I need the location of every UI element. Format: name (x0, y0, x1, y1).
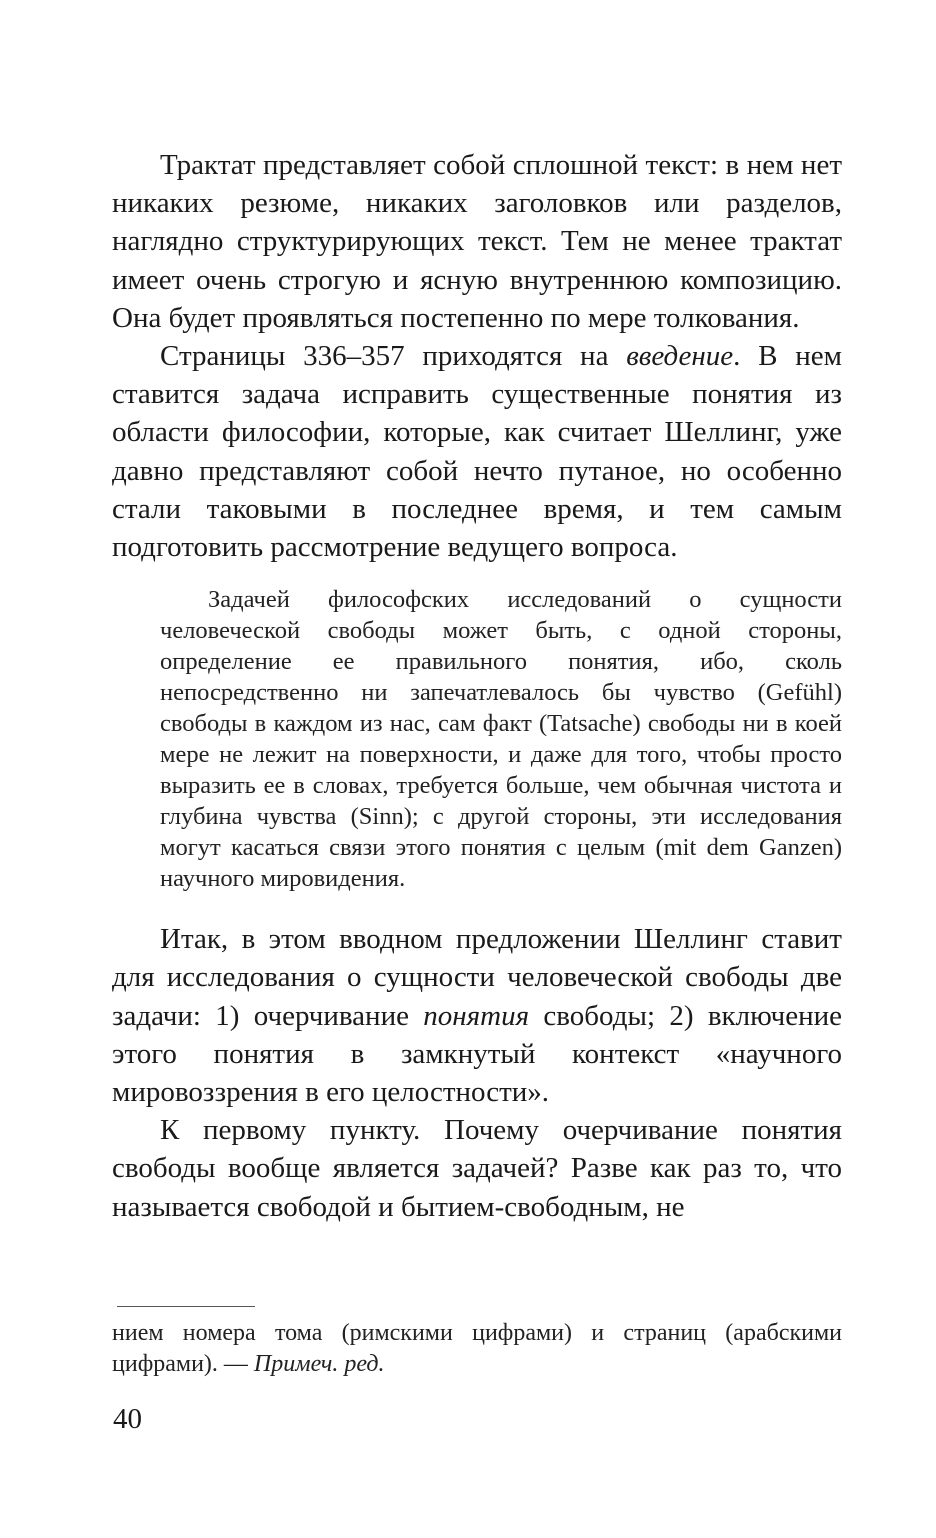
page-number: 40 (113, 1403, 142, 1435)
paragraph-2-text-end: . В нем ставится задача исправить существенные понятия из области философии, которые, как считает Шеллинг, уже давно представляют собой нечто путаное, но особенно стали таковыми в последнее время, и тем самым подготовить рассмотрение ведущего вопроса. (112, 340, 842, 564)
paragraph-3-emphasis: понятия (423, 999, 530, 1032)
paragraph-3 (112, 920, 842, 1111)
footnote-editor-note: Примеч. ред. (253, 1351, 385, 1377)
paragraph-3-text-start: Итак, в этом вводном предложении Шеллинг ставит для исследования о сущности человеческой свободы две задачи: 1) очерчивание (112, 923, 842, 1032)
footnote-text: нием номера тома (римскими цифрами) и страниц (арабскими цифрами). — (112, 1320, 842, 1377)
paragraph-4-text: К первому пункту. Почему очерчивание понятия свободы вообще является задачей? Разве как раз то, что называется свободой и бытием-свободным, не (112, 1114, 842, 1223)
paragraph-2-text-start: Страницы 336–357 приходятся на (160, 340, 627, 373)
paragraph-2-emphasis: введение (626, 340, 734, 373)
paragraph-2 (112, 337, 842, 566)
footnote (112, 1318, 842, 1380)
paragraph-4 (112, 1111, 842, 1226)
paragraph-1-text: Трактат представляет собой сплошной текст: в нем нет никаких резюме, никаких заголовков или разделов, наглядно структурирующих текст. Тем не менее трактат имеет очень строгую и ясную внутреннюю композицию. Она будет проявляться постепенно по мере толкования. (112, 149, 842, 334)
paragraph-1 (112, 146, 842, 337)
block-quote-text: Задачей философских исследований о сущности человеческой свободы может быть, с одной стороны, определение ее правильного понятия, ибо, сколь непосредственно ни запечатлевалось бы чувство (Gefühl) свободы в каждом из нас, сам факт (Tatsache) свободы ни в коей мере не лежит на поверхности, и даже для того, чтобы просто выразить ее в словах, требуется больше, чем обычная чистота и глубина чувства (Sinn); с другой стороны, эти исследования могут касаться связи этого понятия с целым (mit dem Ganzen) научного мировидения. (160, 586, 842, 893)
paragraph-3-text-end: свободы; 2) включение этого понятия в замкнутый контекст «научного мировоззрения в его целостности». (112, 999, 843, 1109)
footnote-paragraph (112, 1318, 842, 1380)
block-quote (160, 584, 842, 894)
main-text-block (112, 146, 842, 1226)
footnote-divider (117, 1306, 255, 1307)
